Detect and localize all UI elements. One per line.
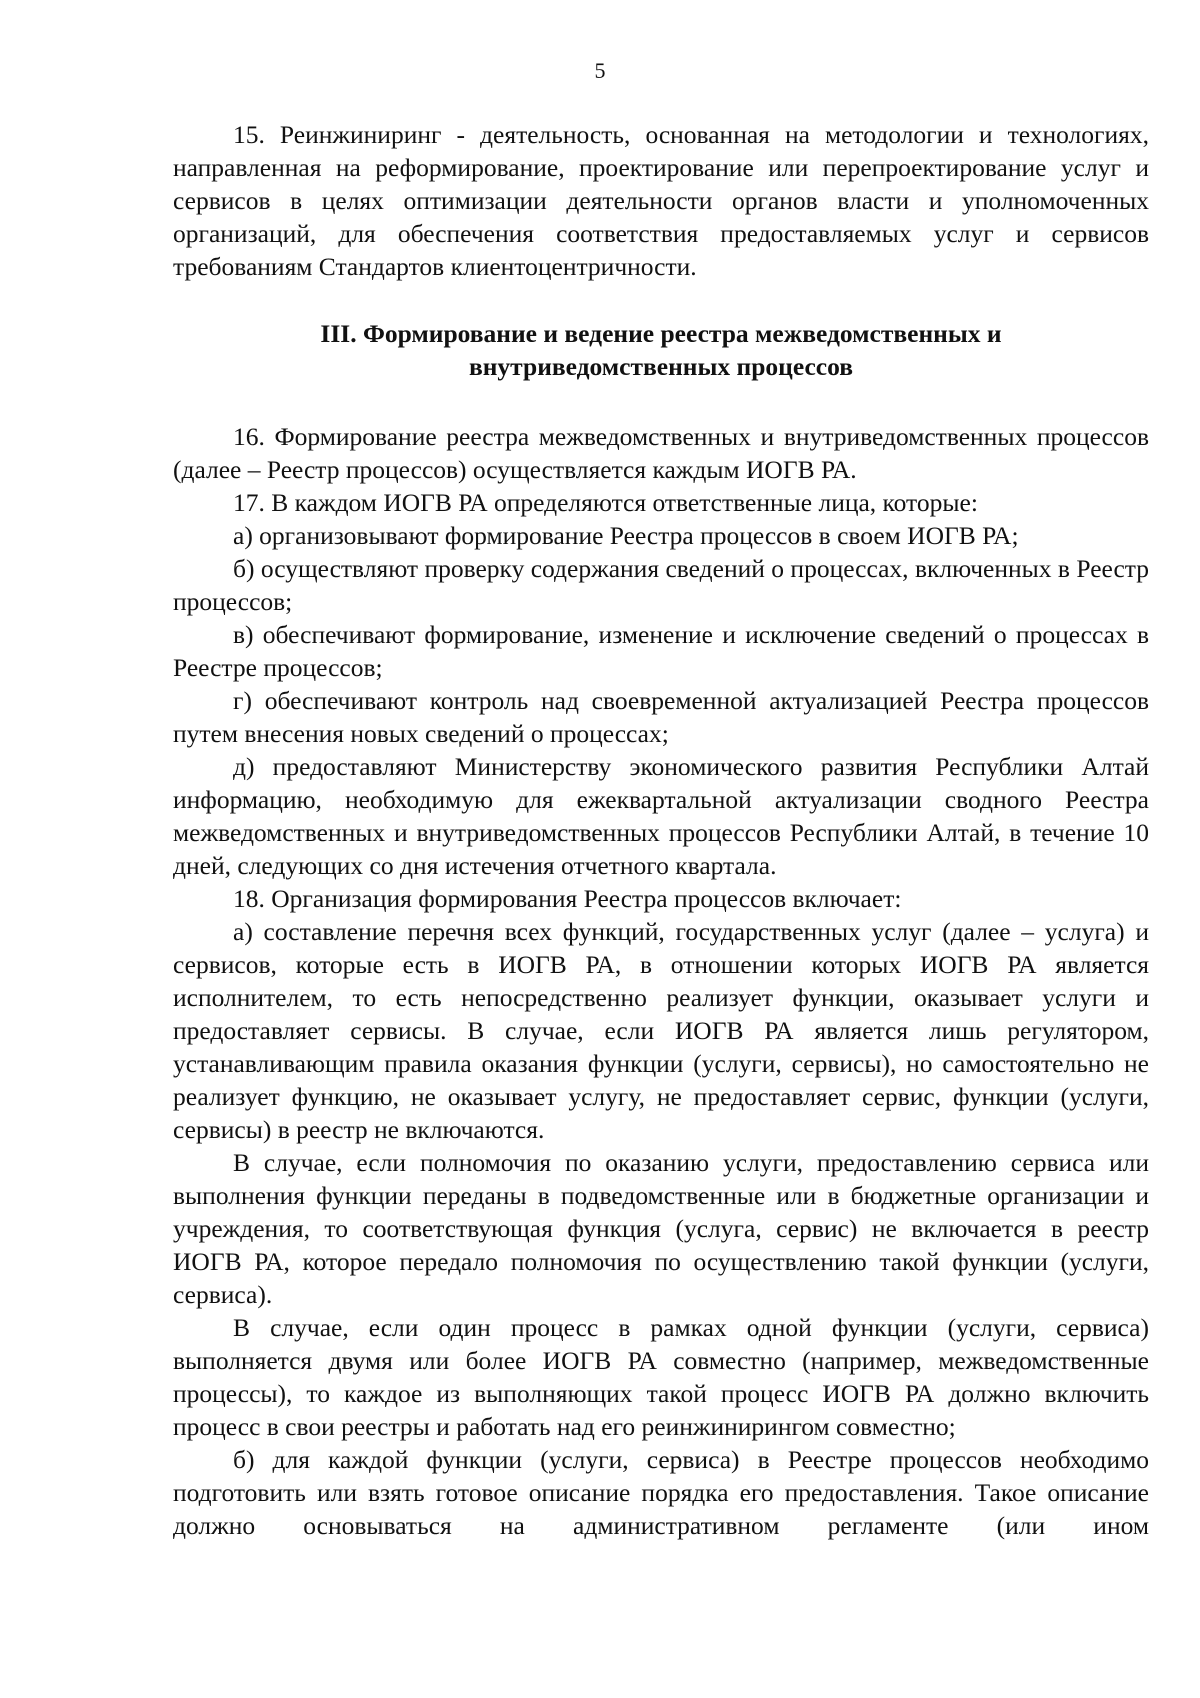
paragraph-18-a-joint: В случае, если один процесс в рамках одной функции (услуги, сервиса) выполняется двумя или более ИОГВ РА совместно (например, межведомственные процессы), то каждое из выполняющих такой процесс ИОГВ РА должно включить процесс в свои реестры и работать над его реинжинирингом совместно; — [173, 1313, 1149, 1441]
paragraph-17-a: а) организовывают формирование Реестра процессов в своем ИОГВ РА; — [233, 521, 1019, 550]
paragraph-18: 18. Организация формирования Реестра процессов включает: — [233, 884, 902, 913]
section-heading-line-2: внутриведомственных процессов — [468, 352, 854, 381]
page-number: 5 — [594, 58, 606, 83]
section-heading — [173, 317, 1149, 383]
paragraph-16: 16. Формирование реестра межведомственных и внутриведомственных процессов (далее – Реестр процессов) осуществляется каждым ИОГВ РА. — [173, 422, 1149, 484]
paragraph-15: 15. Реинжиниринг - деятельность, основанная на методологии и технологиях, направленная на реформирование, проектирование или перепроектирование услуг и сервисов в целях оптимизации деятельности органов власти и уполномоченных организаций, для обеспечения соответствия предоставляемых услуг и сервисов требованиям Стандартов клиентоцентричности. — [173, 120, 1149, 281]
paragraph-17: 17. В каждом ИОГВ РА определяются ответственные лица, которые: — [233, 488, 978, 517]
paragraph-17-v: в) обеспечивают формирование, изменение и исключение сведений о процессах в Реестре процессов; — [173, 620, 1149, 682]
paragraph-17-b: б) осуществляют проверку содержания сведений о процессах, включенных в Реестр процессов; — [173, 554, 1149, 616]
paragraph-18-b: б) для каждой функции (услуги, сервиса) в Реестре процессов необходимо подготовить или взять готовое описание порядка его предоставления. Такое описание должно основываться на административном регламенте (или ином — [173, 1445, 1149, 1540]
document-body — [173, 118, 1149, 1542]
paragraph-17-d: д) предоставляют Министерству экономического развития Республики Алтай информацию, необходимую для ежеквартальной актуализации сводного Реестра межведомственных и внутриведомственных процессов Республики Алтай, в течение 10 дней, следующих со дня истечения отчетного квартала. — [173, 752, 1149, 880]
paragraph-18-a: а) составление перечня всех функций, государственных услуг (далее – услуга) и сервисов, которые есть в ИОГВ РА, в отношении которых ИОГВ РА является исполнителем, то есть непосредственно реализует функции, оказывает услуги и предоставляет сервисы. В случае, если ИОГВ РА является лишь регулятором, устанавливающим правила оказания функции (услуги, сервисы), но самостоятельно не реализует функцию, не оказывает услугу, не предоставляет сервис, функции (услуги, сервисы) в реестр не включаются. — [173, 917, 1149, 1144]
paragraph-17-g: г) обеспечивают контроль над своевременной актуализацией Реестра процессов путем внесения новых сведений о процессах; — [173, 686, 1149, 748]
paragraph-18-a-delegation: В случае, если полномочия по оказанию услуги, предоставлению сервиса или выполнения функции переданы в подведомственные или в бюджетные организации и учреждения, то соответствующая функция (услуга, сервис) не включается в реестр ИОГВ РА, которое передало полномочия по осуществлению такой функции (услуги, сервиса). — [173, 1148, 1149, 1309]
section-heading-line-1: III. Формирование и ведение реестра межведомственных и — [320, 319, 1002, 348]
